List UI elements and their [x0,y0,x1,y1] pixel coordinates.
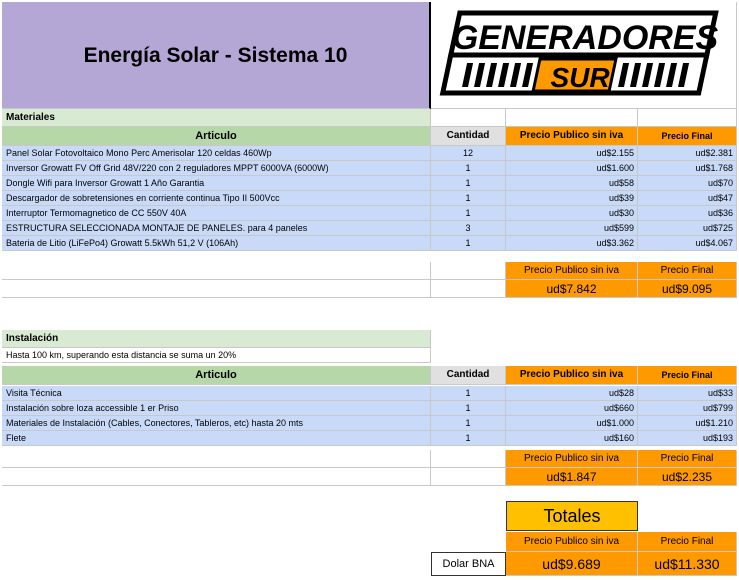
empty-cell[interactable] [2,450,431,468]
logo-text-generadores: GENERADORES [451,19,718,57]
instalacion-note[interactable]: Hasta 100 km, superando esta distancia se suma un 20% [2,348,431,363]
empty-cell[interactable] [2,468,431,486]
table-row-cantidad[interactable]: 12 [431,146,506,161]
empty-cell[interactable] [2,262,431,280]
header-cantidad[interactable]: Cantidad [431,127,506,146]
table-row-articulo[interactable]: Bateria de Litio (LiFePo4) Growatt 5.5kWh 51,2 V (106Ah) [2,236,431,251]
table-row-precio-publico[interactable]: ud$1.000 [506,416,638,431]
table-row-precio-final[interactable]: ud$4.067 [638,236,737,251]
table-row-precio-final[interactable]: ud$47 [638,191,737,206]
table-row-precio-final[interactable]: ud$1.210 [638,416,737,431]
table-row-precio-final[interactable]: ud$193 [638,431,737,446]
subtotal-label-final[interactable]: Precio Final [638,262,737,280]
table-row-cantidad[interactable]: 1 [431,206,506,221]
empty-cell[interactable] [431,109,506,127]
table-row-cantidad[interactable]: 1 [431,416,506,431]
totales-label[interactable]: Totales [506,501,638,531]
header-articulo[interactable]: Articulo [2,127,431,146]
table-row-precio-publico[interactable]: ud$58 [506,176,638,191]
header-precio-final[interactable]: Precio Final [638,127,737,146]
subtotal-label-publico[interactable]: Precio Publico sin iva [506,450,638,468]
table-row-precio-publico[interactable]: ud$160 [506,431,638,446]
generadores-sur-logo [439,7,729,103]
table-row-precio-publico[interactable]: ud$39 [506,191,638,206]
table-row-articulo[interactable]: Inversor Growatt FV Off Grid 48V/220 con 2 reguladores MPPT 6000VA (6000W) [2,161,431,176]
table-row-cantidad[interactable]: 1 [431,176,506,191]
header-precio-final[interactable]: Precio Final [638,366,737,385]
table-row-precio-final[interactable]: ud$799 [638,401,737,416]
logo-text-sur: SUR [549,62,610,93]
table-row-articulo[interactable]: Descargador de sobretensiones en corriente continua Tipo II 500Vcc [2,191,431,206]
table-row-precio-publico[interactable]: ud$3.362 [506,236,638,251]
total-publico[interactable]: ud$9.689 [506,552,638,576]
table-row-precio-publico[interactable]: ud$1.600 [506,161,638,176]
table-row-precio-publico[interactable]: ud$599 [506,221,638,236]
table-row-articulo[interactable]: Dongle Wifi para Inversor Growatt 1 Año Garantia [2,176,431,191]
table-row-precio-final[interactable]: ud$33 [638,386,737,401]
table-row-articulo[interactable]: Interruptor Termomagnetico de CC 550V 40A [2,206,431,221]
table-row-articulo[interactable]: Materiales de Instalación (Cables, Conectores, Tableros, etc) hasta 20 mts [2,416,431,431]
section-label-materiales[interactable]: Materiales [2,109,431,127]
subtotal-instalacion-publico[interactable]: ud$1.847 [506,468,638,486]
totales-label-final[interactable]: Precio Final [638,532,737,552]
table-row-precio-final[interactable]: ud$70 [638,176,737,191]
table-row-precio-publico[interactable]: ud$660 [506,401,638,416]
table-row-precio-publico[interactable]: ud$30 [506,206,638,221]
table-row-cantidad[interactable]: 1 [431,161,506,176]
table-row-articulo[interactable]: ESTRUCTURA SELECCIONADA MONTAJE DE PANELES. para 4 paneles [2,221,431,236]
table-row-precio-final[interactable]: ud$725 [638,221,737,236]
subtotal-materiales-final[interactable]: ud$9.095 [638,280,737,298]
empty-cell[interactable] [431,280,506,298]
header-cantidad[interactable]: Cantidad [431,366,506,385]
table-row-precio-publico[interactable]: ud$28 [506,386,638,401]
header-articulo[interactable]: Articulo [2,366,431,385]
table-row-precio-final[interactable]: ud$36 [638,206,737,221]
empty-cell[interactable] [638,109,737,127]
table-row-cantidad[interactable]: 3 [431,221,506,236]
table-row-cantidad[interactable]: 1 [431,236,506,251]
empty-cell[interactable] [431,262,506,280]
subtotal-materiales-publico[interactable]: ud$7.842 [506,280,638,298]
empty-cell[interactable] [431,450,506,468]
totales-label-publico[interactable]: Precio Publico sin iva [506,532,638,552]
page-title[interactable]: Energía Solar - Sistema 10 [2,2,431,109]
subtotal-label-final[interactable]: Precio Final [638,450,737,468]
table-row-articulo[interactable]: Flete [2,431,431,446]
table-row-articulo[interactable]: Visita Técnica [2,386,431,401]
table-row-articulo[interactable]: Instalación sobre loza accessible 1 er Priso [2,401,431,416]
brand-logo [431,2,737,109]
table-row-cantidad[interactable]: 1 [431,386,506,401]
table-row-precio-final[interactable]: ud$1.768 [638,161,737,176]
empty-cell[interactable] [431,468,506,486]
dolar-bna-label[interactable]: Dolar BNA [431,552,506,576]
empty-cell[interactable] [506,109,638,127]
total-final[interactable]: ud$11.330 [638,552,737,576]
empty-cell[interactable] [2,280,431,298]
table-row-cantidad[interactable]: 1 [431,191,506,206]
subtotal-instalacion-final[interactable]: ud$2.235 [638,468,737,486]
table-row-cantidad[interactable]: 1 [431,431,506,446]
header-precio-publico[interactable]: Precio Publico sin iva [506,366,638,385]
table-row-precio-final[interactable]: ud$2.381 [638,146,737,161]
table-row-precio-publico[interactable]: ud$2.155 [506,146,638,161]
table-row-cantidad[interactable]: 1 [431,401,506,416]
table-row-articulo[interactable]: Panel Solar Fotovoltaico Mono Perc Amerisolar 120 celdas 460Wp [2,146,431,161]
section-label-instalacion[interactable]: Instalación [2,330,431,348]
header-precio-publico[interactable]: Precio Publico sin iva [506,127,638,146]
subtotal-label-publico[interactable]: Precio Publico sin iva [506,262,638,280]
